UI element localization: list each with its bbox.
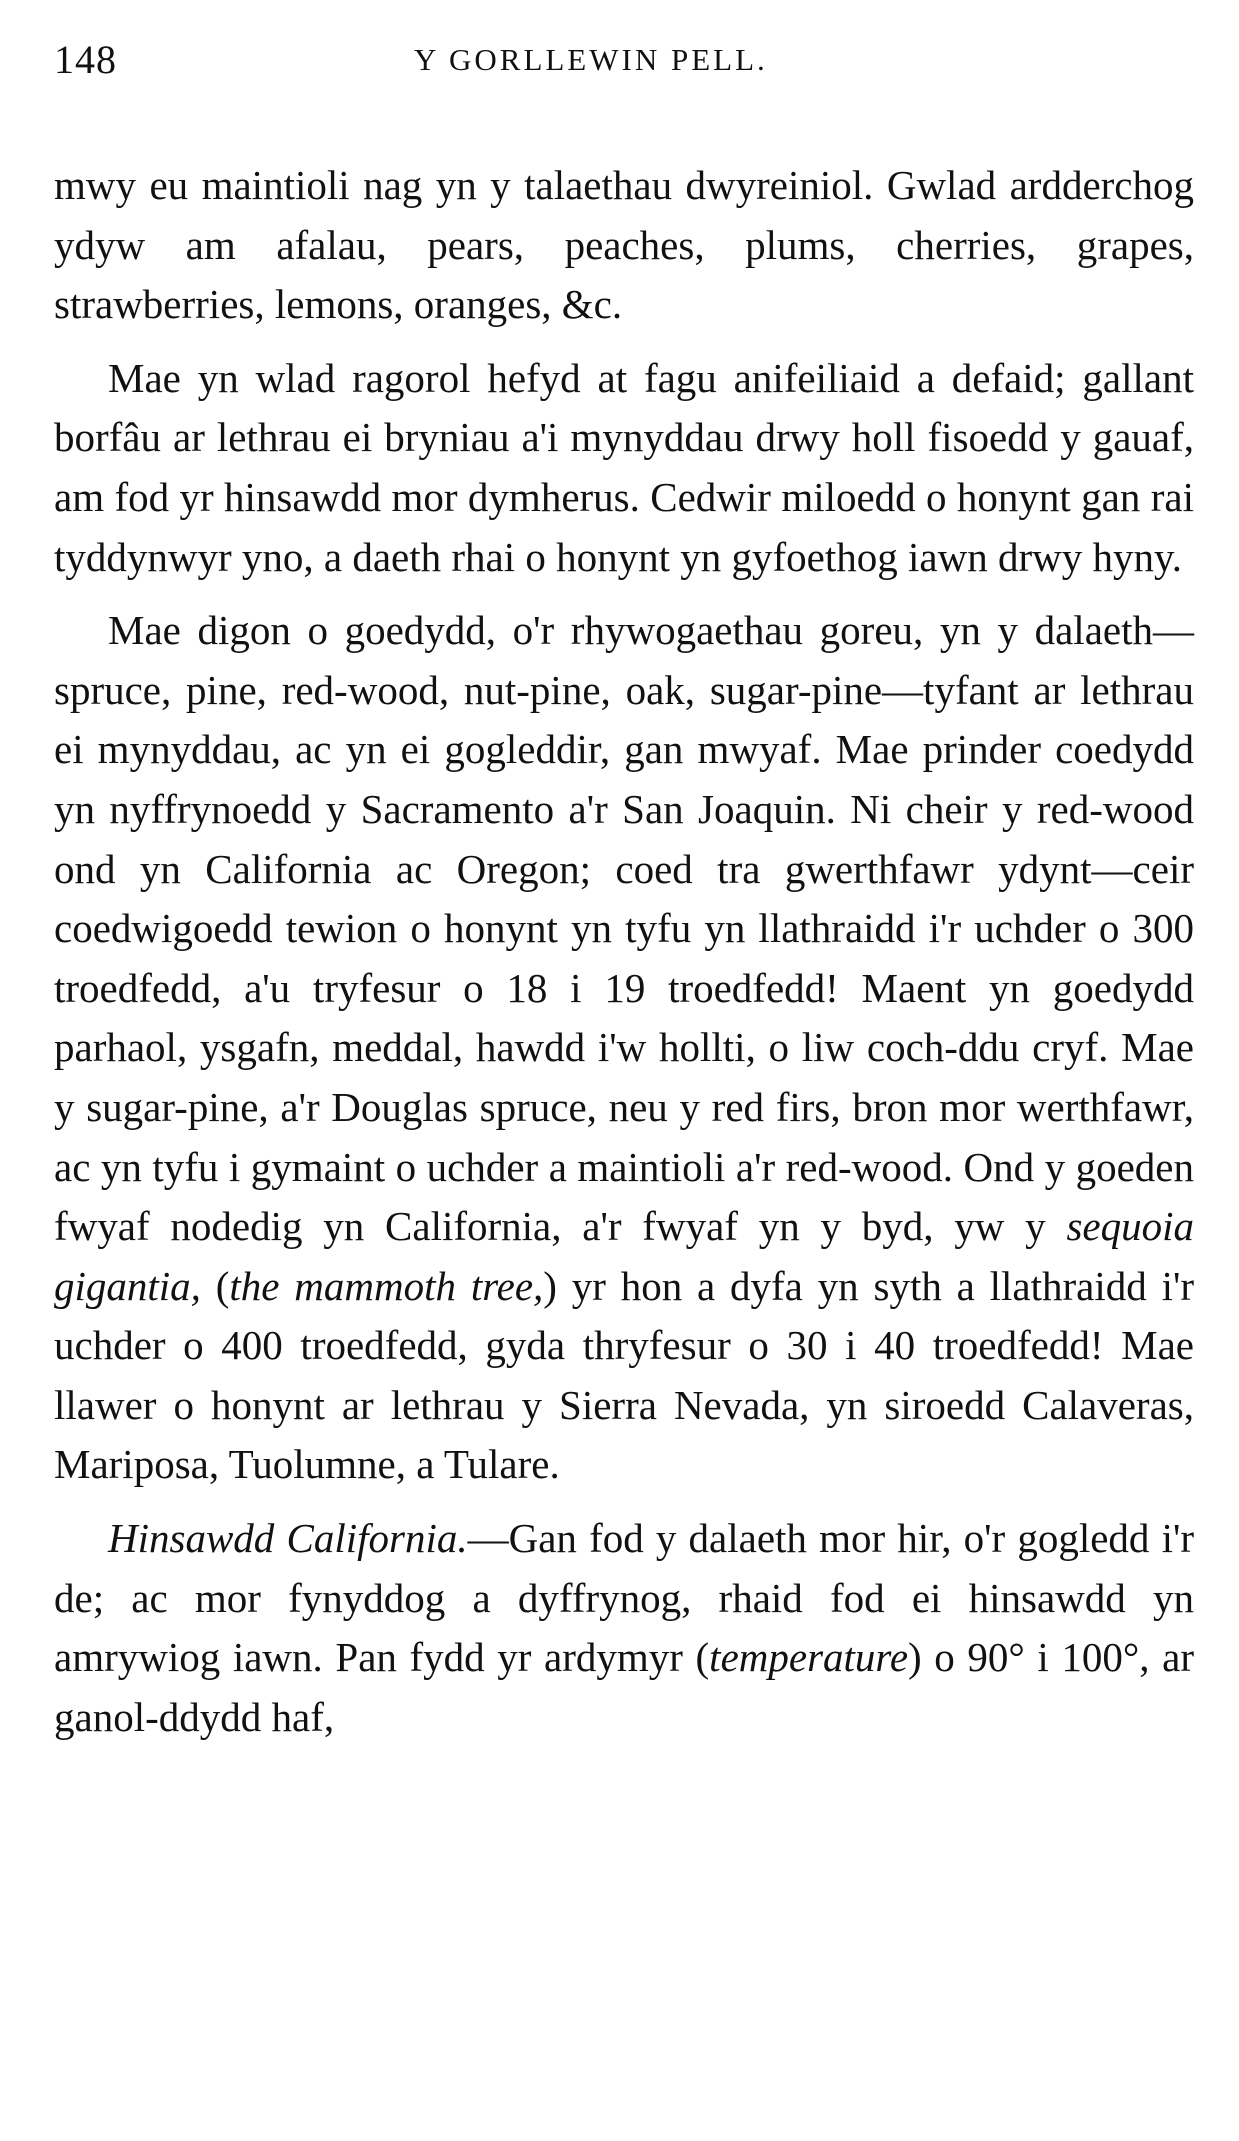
italic-term-temperature: temperature	[709, 1634, 909, 1681]
paragraph-text: —Gan fod y dalaeth mor hir, o'r gogledd i'r de; ac mor fynyddog a dyffrynog, rhaid fod ei hinsawdd yn amrywiog iawn. Pan fydd yr ardymyr (	[54, 1515, 1195, 1681]
body-text	[54, 156, 1194, 1747]
paragraph-text: ) o 90° i 100°, ar ganol-ddydd haf,	[54, 1634, 1195, 1740]
paragraph-text: ) yr hon a dyfa yn syth a llathraidd i'r uchder o 400 troedfedd, gyda thryfesur o 30 i 40 troedfedd! Mae llawer o honynt ar lethrau y Sierra Nevada, yn siroedd Calaveras, Mariposa, Tuolumne, a Tulare.	[54, 1262, 1194, 1488]
italic-term-mammoth-tree: the mammoth tree,	[229, 1262, 544, 1309]
page-number: 148	[54, 37, 117, 82]
running-head	[54, 26, 1194, 96]
paragraph-fruits	[54, 156, 1194, 335]
paragraph-text: Mae yn wlad ragorol hefyd at fagu anifeiliaid a defaid; gallant borfâu ar lethrau ei bryniau a'i mynyddau drwy holl fisoedd y gauaf, am fod yr hinsawdd mor dymherus. Cedwir miloedd o honynt gan rai tyddynwyr yno, a daeth rhai o honynt yn gyfoethog iawn drwy hyny.	[54, 354, 1194, 580]
italic-term-sequoia: sequoia gigantia,	[54, 1203, 1194, 1309]
paragraph-livestock	[54, 349, 1194, 587]
paragraph-timber	[54, 601, 1194, 1495]
paragraph-text: (	[200, 1262, 230, 1309]
section-heading-climate: Hinsawdd California.	[108, 1515, 468, 1562]
running-title: Y GORLLEWIN PELL.	[414, 42, 768, 77]
paragraph-text: mwy eu maintioli nag yn y talaethau dwyreiniol. Gwlad ardderchog ydyw am afalau, pears, peaches, plums, cherries, grapes, strawberries, lemons, oranges, &c.	[54, 162, 1194, 328]
paragraph-climate	[54, 1509, 1194, 1747]
paragraph-text: Mae digon o goedydd, o'r rhywogaethau goreu, yn y dalaeth—spruce, pine, red-wood, nut-pine, oak, sugar-pine—tyfant ar lethrau ei mynyddau, ac yn ei gogleddir, gan mwyaf. Mae prinder coedydd yn nyffrynoedd y Sacramento a'r San Joaquin. Ni cheir y red-wood ond yn California ac Oregon; coed tra gwerthfawr ydynt—ceir coedwigoedd tewion o honynt yn tyfu yn llathraidd i'r uchder o 300 troedfedd, a'u tryfesur o 18 i 19 troedfedd! Maent yn goedydd parhaol, ysgafn, meddal, hawdd i'w hollti, o liw coch-ddu cryf. Mae y sugar-pine, a'r Douglas spruce, neu y red firs, bron mor werthfawr, ac yn tyfu i gymaint o uchder a maintioli a'r red-wood. Ond y goeden fwyaf nodedig yn California, a'r fwyaf yn y byd, yw y	[54, 607, 1194, 1250]
book-page	[54, 26, 1194, 1761]
